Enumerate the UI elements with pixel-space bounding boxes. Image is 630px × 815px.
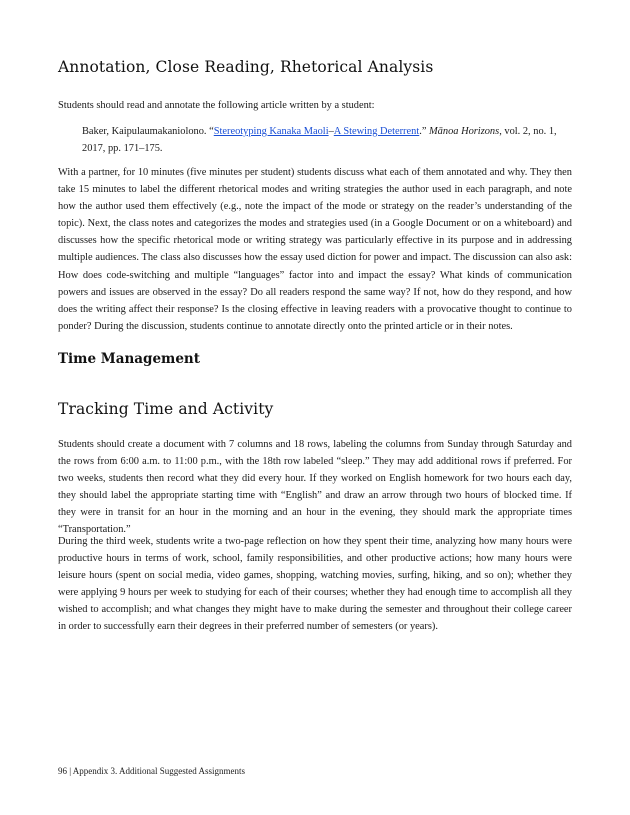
section-heading-time-management: Time Management bbox=[58, 351, 200, 367]
citation-details: , vol. 2, no. 1, 2017, pp. 171–175. bbox=[82, 126, 557, 154]
citation-after-link: .” bbox=[419, 126, 430, 137]
citation-journal: Mānoa Horizons bbox=[429, 126, 500, 137]
article-link-part1[interactable]: Stereotyping Kanaka Maoli bbox=[213, 126, 329, 137]
annotation-paragraph: With a partner, for 10 minutes (five minutes per student) students discuss what each of them annotated and why. They then take 15 minutes to label the different rhetorical modes and writing strategies the author used in each paragraph, and note how the author used them effectively (e.g., note the impact of the mode or strategy on the reader’s understanding of the topic). Next, the class notes and categorizes the modes and strategies used (in a Google Document or on a whiteboard) and discusses how the specific rhetorical mode or writing strategy was particularly effective in its purpose and in addressing multiple audiences. The class also discusses how the essay used diction for power and impact. The discussion can also ask: How does code-switching and multiple “languages” factor into and impact the essay? What kinds of communication powers and issues are observed in the essay? Do all readers respond the same way? If not, how do they respond, and how does the writing affect their response? Is the closing effective in leaving readers with a provocative thought to continue to ponder? During the discussion, students continue to annotate directly onto the printed article or in their notes. bbox=[58, 167, 572, 332]
article-link-part2[interactable]: A Stewing Deterrent bbox=[333, 126, 420, 137]
section-heading-annotation: Annotation, Close Reading, Rhetorical Analysis bbox=[58, 58, 434, 76]
citation-dash: – bbox=[328, 126, 334, 137]
intro-text: Students should read and annotate the following article written by a student: bbox=[58, 100, 375, 111]
section-heading-tracking-time: Tracking Time and Activity bbox=[58, 400, 274, 418]
citation-author: Baker, Kaipulaumakaniolono. “ bbox=[82, 126, 214, 137]
tracking-paragraph-2: During the third week, students write a two-page reflection on how they spent their time, analyzing how many hours were productive hours in terms of work, school, family responsibilities, and other productive actions; how many hours were leisure hours (spent on social media, video games, shopping, watching movies, surfing, hiking, and so on); whether they were applying 9 hours per week to studying for each of their courses; whether they had enough time to accomplish all they wished to accomplish; and what changes they might have to make during the semester and throughout their college career in order to successfully earn their degrees in their preferred number of semesters (or years). bbox=[58, 536, 572, 633]
page-footer: 96 | Appendix 3. Additional Suggested Assignments bbox=[58, 766, 246, 776]
article-citation bbox=[82, 123, 570, 157]
tracking-paragraph-1: Students should create a document with 7 columns and 18 rows, labeling the columns from Sunday through Saturday and the rows from 6:00 a.m. to 11:00 p.m., with the 18th row labeled “sleep.” They may add additional rows if preferred. For two weeks, students then record what they did every hour. If they worked on English homework for two hours each day, they should label the appropriate starting time with “English” and draw an arrow through two hours of blocked time. If they were in transit for an hour in the morning and an hour in the evening, they should mark the appropriate times “Transportation.” bbox=[58, 439, 572, 536]
